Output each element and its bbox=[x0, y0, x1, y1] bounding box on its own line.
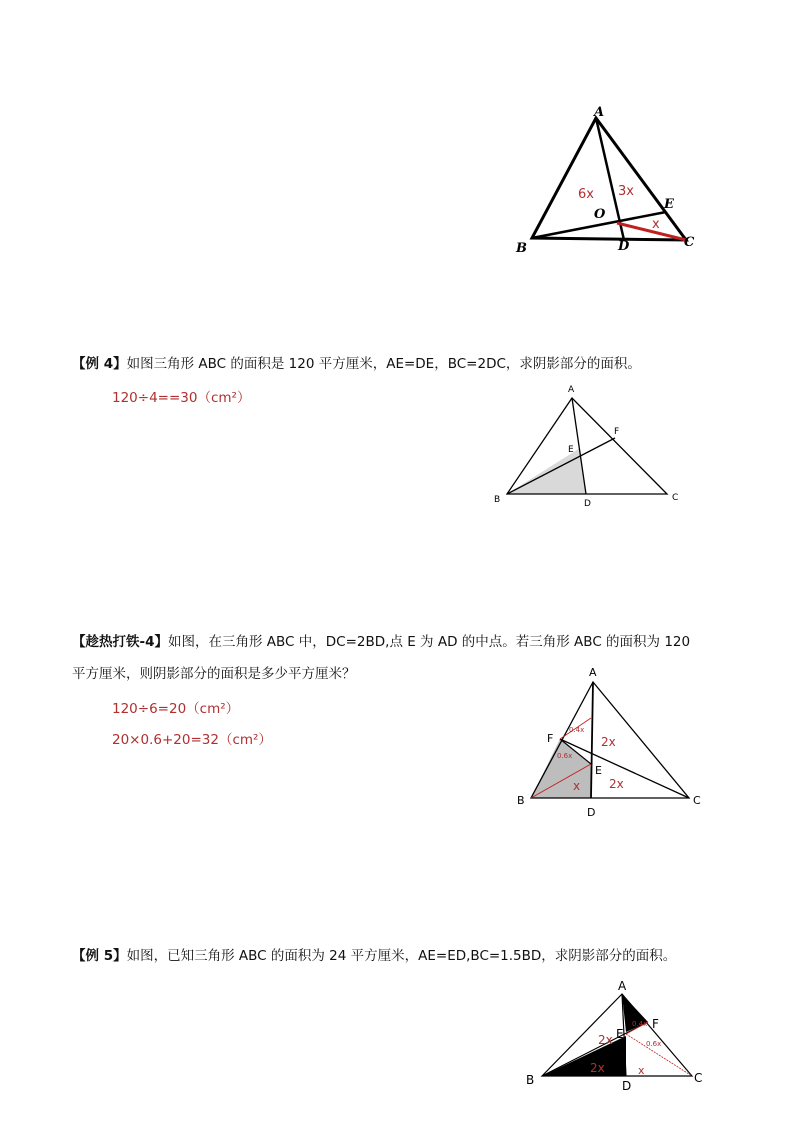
label-e: E bbox=[595, 764, 602, 777]
area-x: x bbox=[573, 779, 581, 793]
practice-4-answer-1: 120÷6=20（cm²） bbox=[112, 701, 240, 717]
area-3x: 3x bbox=[618, 184, 634, 199]
figure-practice-4 bbox=[505, 662, 720, 822]
shaded-region bbox=[507, 448, 586, 494]
practice-4-question-line2: 平方厘米，则阴影部分的面积是多少平方厘米？ bbox=[72, 666, 356, 682]
area-0.4x: 0.4x bbox=[632, 1020, 648, 1028]
label-d: D bbox=[618, 239, 630, 254]
label-f: F bbox=[547, 732, 554, 745]
example-4-tag: 【例 4】 bbox=[72, 356, 127, 372]
label-e: E bbox=[664, 197, 674, 212]
area-2x-lower: 2x bbox=[609, 777, 624, 791]
label-b: B bbox=[517, 794, 525, 807]
label-b: B bbox=[494, 495, 501, 505]
figure-triangle-abc-o bbox=[500, 100, 710, 260]
practice-4-text-line1: 如图，在三角形 ABC 中，DC=2BD,点 E 为 AD 的中点。若三角形 ABC 的面积为 120 bbox=[168, 634, 691, 650]
area-2x-bottom: 2x bbox=[590, 1061, 605, 1075]
area-2x-mid: 2x bbox=[598, 1033, 613, 1047]
area-x: x bbox=[638, 1064, 645, 1077]
example-5-tag: 【例 5】 bbox=[72, 948, 127, 964]
segment-a-d bbox=[591, 682, 593, 798]
label-d: D bbox=[587, 806, 596, 819]
label-c: C bbox=[693, 794, 701, 807]
figure-example-5 bbox=[518, 972, 718, 1097]
label-f: F bbox=[652, 1017, 659, 1031]
label-d: D bbox=[622, 1079, 632, 1093]
label-o: O bbox=[594, 207, 606, 222]
area-6x: 6x bbox=[578, 187, 594, 202]
example-4-text: 如图三角形 ABC 的面积是 120 平方厘米，AE=DE，BC=2DC，求阴影部分的面积。 bbox=[126, 356, 641, 372]
practice-4-tag: 【趁热打铁-4】 bbox=[72, 634, 168, 650]
figure-example-4 bbox=[490, 378, 690, 513]
practice-4-question bbox=[72, 626, 690, 658]
area-x: x bbox=[652, 217, 660, 232]
practice-4-answer-2: 20×0.6+20=32（cm²） bbox=[112, 732, 272, 748]
area-2x-upper: 2x bbox=[601, 735, 616, 749]
label-a: A bbox=[594, 105, 605, 120]
label-c: C bbox=[684, 235, 695, 250]
example-4-answer: 120÷4==30（cm²） bbox=[112, 390, 251, 406]
label-a: A bbox=[568, 385, 575, 395]
label-c: C bbox=[672, 493, 679, 503]
label-b: B bbox=[516, 241, 527, 256]
label-a: A bbox=[589, 666, 597, 679]
label-e: E bbox=[616, 1027, 624, 1041]
shaded-region bbox=[531, 739, 591, 798]
area-0.6x: 0.6x bbox=[646, 1040, 662, 1048]
example-4-question bbox=[72, 348, 641, 380]
label-e: E bbox=[568, 445, 574, 455]
label-f: F bbox=[614, 427, 620, 437]
example-5-question bbox=[72, 940, 676, 972]
label-c: C bbox=[694, 1071, 703, 1085]
area-0.6x: 0.6x bbox=[557, 752, 573, 760]
label-d: D bbox=[584, 499, 591, 509]
area-0.4x: 0.4x bbox=[569, 726, 585, 734]
label-b: B bbox=[526, 1073, 535, 1087]
label-a: A bbox=[618, 979, 627, 993]
example-5-text: 如图，已知三角形 ABC 的面积为 24 平方厘米，AE=ED,BC=1.5BD，求阴影部分的面积。 bbox=[126, 948, 677, 964]
